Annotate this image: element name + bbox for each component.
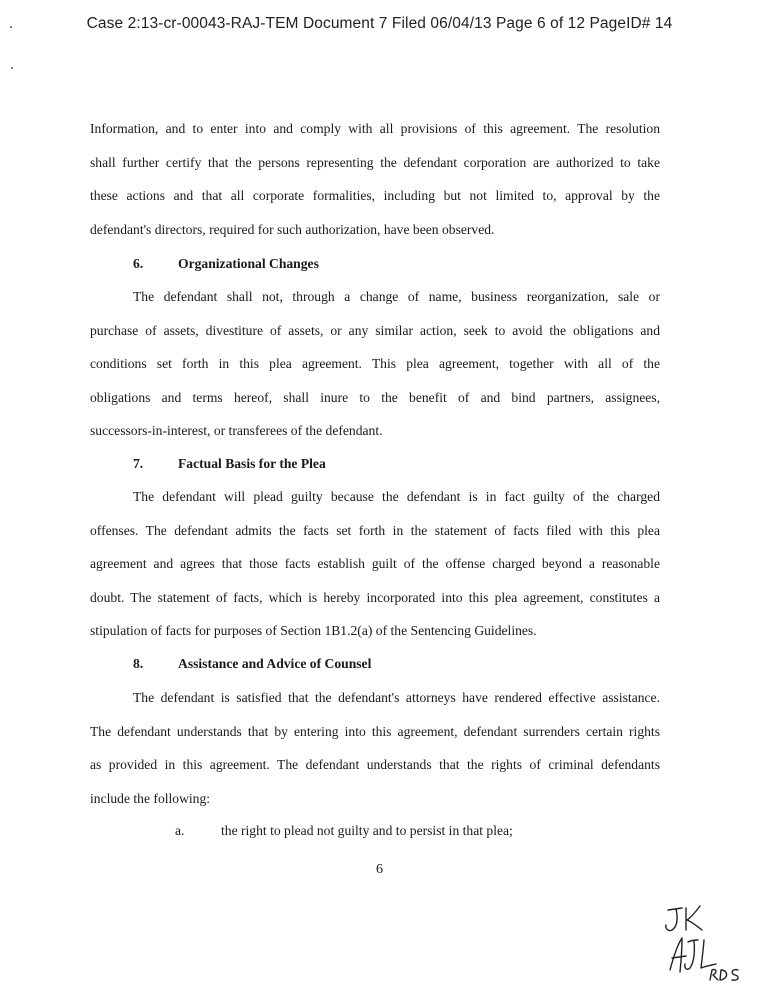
section-6-paragraph bbox=[90, 280, 660, 448]
scan-speck bbox=[10, 26, 12, 28]
section-7-paragraph bbox=[90, 480, 660, 648]
text-line: offenses. The defendant admits the facts set forth in the statement of facts filed with this plea bbox=[90, 522, 660, 538]
text-line: shall further certify that the persons representing the defendant corporation are authorized to take bbox=[90, 154, 660, 170]
list-item-a bbox=[175, 823, 513, 839]
intro-paragraph bbox=[90, 112, 660, 246]
text-line: obligations and terms hereof, shall inure to the benefit of and bind partners, assignees, bbox=[90, 389, 660, 405]
section-number: 6. bbox=[133, 256, 144, 271]
text-line: The defendant is satisfied that the defendant's attorneys have rendered effective assistance. bbox=[133, 690, 660, 705]
list-item-label: a. bbox=[175, 823, 185, 838]
section-7-heading bbox=[133, 456, 326, 472]
court-filing-stamp: Case 2:13-cr-00043-RAJ-TEM Document 7 Filed 06/04/13 Page 6 of 12 PageID# 14 bbox=[86, 15, 673, 32]
section-8-heading bbox=[133, 656, 371, 672]
text-line: successors-in-interest, or transferees of the defendant. bbox=[90, 423, 383, 439]
text-line: The defendant will plead guilty because the defendant is in fact guilty of the charged bbox=[133, 489, 660, 504]
section-number: 8. bbox=[133, 656, 144, 671]
text-line: as provided in this agreement. The defendant understands that the rights of criminal defendants bbox=[90, 757, 660, 773]
text-line: these actions and that all corporate formalities, including but not limited to, approval by the bbox=[90, 188, 660, 204]
text-line: defendant's directors, required for such authorization, have been observed. bbox=[90, 221, 495, 237]
section-title: Assistance and Advice of Counsel bbox=[178, 656, 372, 671]
list-item-text: the right to plead not guilty and to persist in that plea; bbox=[221, 823, 513, 838]
text-line: The defendant shall not, through a change of name, business reorganization, sale or bbox=[133, 289, 660, 304]
text-line: conditions set forth in this plea agreement. This plea agreement, together with all of the bbox=[90, 356, 660, 372]
section-8-paragraph bbox=[90, 681, 660, 815]
text-line: Information, and to enter into and comply with all provisions of this agreement. The resolution bbox=[90, 121, 660, 136]
page-number: 6 bbox=[376, 862, 383, 877]
section-number: 7. bbox=[133, 456, 144, 471]
text-line: purchase of assets, divestiture of assets, or any similar action, seek to avoid the obligations and bbox=[90, 322, 660, 338]
section-6-heading bbox=[133, 256, 319, 272]
text-line: include the following: bbox=[90, 790, 211, 806]
scan-speck bbox=[11, 67, 13, 69]
text-line: agreement and agrees that those facts establish guilt of the offense charged beyond a reasonable bbox=[90, 556, 660, 572]
handwritten-initials bbox=[660, 900, 750, 985]
section-title: Factual Basis for the Plea bbox=[178, 456, 326, 471]
text-line: stipulation of facts for purposes of Section 1B1.2(a) of the Sentencing Guidelines. bbox=[90, 623, 537, 639]
text-line: The defendant understands that by entering into this agreement, defendant surrenders certain rights bbox=[90, 723, 660, 739]
section-title: Organizational Changes bbox=[178, 256, 319, 271]
text-line: doubt. The statement of facts, which is hereby incorporated into this plea agreement, constitutes a bbox=[90, 589, 660, 605]
